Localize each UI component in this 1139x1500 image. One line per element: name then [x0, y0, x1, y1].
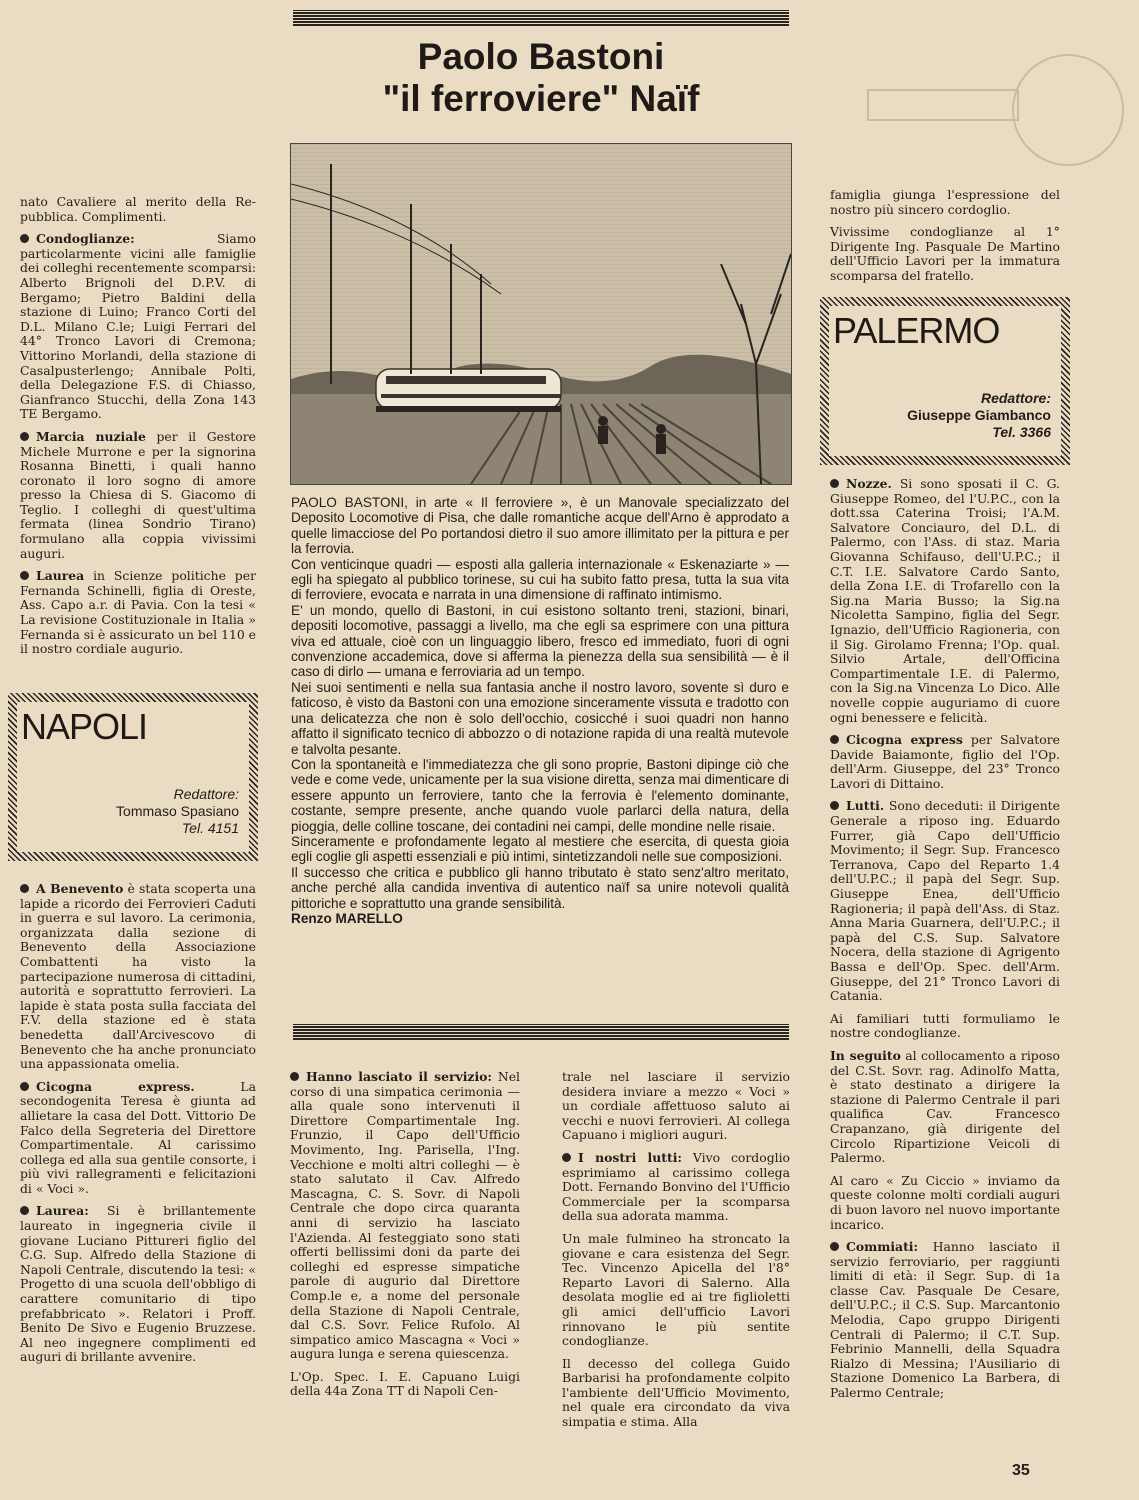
palermo-box	[820, 297, 1070, 465]
paragraph-lead: Laurea:	[36, 1203, 89, 1219]
paragraph-lead: Condoglianze:	[36, 231, 135, 247]
editor-phone: Tel. 4151	[181, 820, 239, 836]
palermo-city-title: PALERMO	[833, 310, 1000, 351]
paragraph-body: Nel corso di una simpatica cerimonia — alla quale sono intervenuti il Direttore Compartimentale Ing. Frunzio, il Capo dell'Ufficio Movimento, Ing. Parisella, l'Ing. Vecchione e molti altri colleghi — è stato salutato il Cav. Alfredo Mascagna, C. S. Sovr. di Napoli Centrale che dopo circa quaranta anni di servizio ha lasciato l'Azienda. Al festeggiato sono stati offerti bellissimi doni da parte dei colleghi ed espresse simpatiche parole di augurio dal Direttore Comp.le e, a nome del personale della Stazione di Napoli Centrale, dal C.S. Sovr. Felice Rufolo. Al simpatico amico Mascagna « Voci » augura lunga e serena quiescenza.	[290, 1069, 520, 1362]
palermo-editor	[907, 390, 1051, 441]
article-paragraph: Nei suoi sentimenti e nella sua fantasia anche il nostro lavoro, sovente sì duro e faticoso, è visto da Bastoni con una emozione sinceramente vissuta e tradotto con una delicatezza che non è solo dell'occhio, cosicché i suoi quadri non hanno affatto il significato tecnico di abbozzo o di notazione rapida di una realtà mutevole e talvolta pesante.	[291, 679, 789, 757]
paragraph: Vivissime condoglianze al 1° Dirigente Ing. Pasquale De Martino dell'Ufficio Lavori per la immatura scomparsa del fratello.	[830, 224, 1060, 283]
paragraph-body: Si è brillantemente laureato in ingegneria civile il giovane Luciano Pittureri figlio del C.G. Sup. Alfredo della Stazione di Napoli Centrale, discutendo la tesi: « Progetto di una scuola dell'obbligo di carattere comunitario di tipo prefabbricato ». Relatori i Proff. Benito De Sivo e Eugenio Bruzzese. Al neo ingegnere complimenti ed auguri di brillante avvenire.	[20, 1203, 256, 1365]
paragraph	[830, 1240, 1060, 1401]
bullet-icon	[290, 1072, 299, 1081]
paragraph	[20, 569, 256, 657]
bullet-icon	[20, 432, 29, 441]
paragraph	[830, 799, 1060, 1003]
bullet-icon	[830, 1242, 839, 1251]
editor-label: Redattore:	[980, 390, 1051, 406]
left-column-lower	[20, 882, 256, 1373]
paragraph-lead: A Benevento	[36, 881, 124, 896]
paragraph: Un male fulmineo ha stroncato la giovane e cara esistenza del Segr. Tec. Vincenzo Apicella del l'8° Reparto Lavori di Salerno. Alla desolata moglie ed ai tre figlioletti gli amici dell'ufficio Lavori rinnovano le più sentite condoglianze.	[562, 1230, 790, 1349]
title-line-2: "il ferroviere" Naïf	[382, 78, 700, 119]
right-column-lower	[830, 477, 1060, 1409]
bullet-icon	[20, 571, 29, 580]
paragraph-lead: Cicogna express.	[36, 1078, 195, 1094]
paragraph	[20, 430, 256, 561]
paragraph-body: Si sono sposati il C. G. Giuseppe Romeo, del l'U.P.C., con la dott.ssa Caterina Troisi; l'A.M. Salvatore Conciauro, del D.L. di Palermo, con l'Ass. di staz. Maria Giovanna Schifauso, dell'U.P.C.; il C.T. I.E. Salvatore Cardo Santo, della Zona I.E. di Trofarello con la Sig.na Maria Busso; la Sig.na Nicoletta Sampino, figlia del Segr. Ignazio, dell'Ufficio Ragioneria, con il Sig. Girolamo Frenna; l'Op. qual. Silvio Artale, dell'Officina Compartimentale I.E. di Palermo, con la Sig.na Vincenza Lo Dico. Alle novelle coppie auguriamo di cuore ogni benessere e felicità.	[830, 476, 1060, 725]
editor-phone: Tel. 3366	[992, 424, 1051, 440]
paragraph	[830, 733, 1060, 791]
paragraph-lead: Hanno lasciato il servizio:	[306, 1069, 492, 1084]
paragraph: L'Op. Spec. I. E. Capuano Luigi della 44a Zona TT di Napoli Cen-	[290, 1368, 520, 1399]
bullet-icon	[20, 234, 29, 243]
painting-illustration	[291, 144, 791, 484]
bullet-icon	[562, 1153, 571, 1162]
paragraph-body: La secondogenita Teresa è giunta ad allietare la casa del Dott. Vittorio De Falco della Segreteria del Direttore Compartimentale. Al carissimo collega ed alla sua gentile consorte, i più vivi rallegramenti e felicitazioni di « Voci ».	[20, 1078, 256, 1196]
paragraph-lead: Lutti.	[846, 798, 885, 814]
bullet-icon	[20, 1082, 29, 1091]
main-article	[291, 495, 789, 926]
editor-name: Tommaso Spasiano	[116, 803, 239, 819]
article-paragraph: PAOLO BASTONI, in arte « Il ferroviere », è un Manovale specializzato del Deposito Locomotive di Pisa, che dalle romantiche acque dell'Arno è approdato a quelle limacciose del Po portandosi dietro il suo amore illimitato per la pittura e per la ferrovia.	[291, 495, 789, 557]
paragraph-body: Sono deceduti: il Dirigente Generale a riposo ing. Eduardo Furrer, già Capo dell'Ufficio Movimento; il Segr. Sup. Francesco Terranova, Capo del Reparto 1.4 dell'U.P.C.; il papà del Segr. Sup. Giuseppe Enea, dell'Ufficio Ragioneria; il papà dell'Ass. di Staz. Anna Maria Guarnera, dell'U.P.C.; il papà del C.S. Sup. Salvatore Nocera, della stazione di Agrigento Bassa e dell'Op. Spec. dell'Arm. Giuseppe, del 21° Tronco Lavori di Catania.	[830, 798, 1060, 1004]
paragraph-lead: In seguito	[830, 1047, 901, 1063]
article-paragraph: Il successo che critica e pubblico gli hanno tributato è stato senz'altro meritato, anche perché alla candida inventiva di autentico naïf sa unire notevoli qualità pittoriche e soprattutto una grande sensibilità.	[291, 864, 789, 911]
paragraph: famiglia giunga l'espressione del nostro più sincero cordoglio.	[830, 187, 1060, 217]
paragraph-lead: Nozze.	[846, 476, 892, 491]
paragraph	[20, 882, 256, 1072]
paragraph: Ai familiari tutti formuliamo le nostre condoglianze.	[830, 1010, 1060, 1041]
center-left-column	[290, 1070, 520, 1407]
paragraph-lead: Cicogna express	[846, 732, 963, 748]
paragraph-body: Hanno lasciato il servizio ferroviario, per raggiunti limiti di età: il Segr. Sup. di 1a classe Cav. Pasquale De Cesare, dell'U.P.C.; il C.S. Sup. Marcantonio Melodia, Capo gruppo Dirigenti Centrali di Palermo; il C.T. Sup. Febrinio Mannelli, della Squadra Rialzo di Messina; l'Ausiliario di Stazione Domenico La Barbera, di Palermo Centrale;	[830, 1239, 1060, 1401]
paragraph: Al caro « Zu Ciccio » inviamo da queste colonne molti cordiali auguri di buon lavoro nel nuovo importante incarico.	[830, 1172, 1060, 1232]
article-paragraph: Sinceramente e profondamente legato al mestiere che esercita, di questa gioia egli coglie gli aspetti essenziali e più intimi, sintetizzandoli nelle sue composizioni.	[291, 833, 789, 865]
paragraph: Il decesso del collega Guido Barbarisi ha profondamente colpito l'ambiente dell'Ufficio Movimento, nel quale era circondato da viva simpatia e stima. Alla	[562, 1355, 790, 1430]
paragraph	[20, 232, 256, 422]
paragraph	[830, 1049, 1060, 1166]
section-rule	[293, 1024, 789, 1040]
header-rule	[293, 10, 789, 26]
paragraph-body: Vivo cordoglio esprimiamo al carissimo collega Dott. Fernando Bonvino del l'Ufficio Commerciale per la scomparsa della sua adorata mamma.	[562, 1149, 791, 1224]
paragraph-body: per il Gestore Michele Murrone e per la signorina Rosanna Binetti, i quali hanno coronato il loro sogno di amore presso la Chiesa di S. Giacomo di Teglio. I colleghi di quest'ultima fermata (linea Sondrio Tirano) formulano alla coppia vivissimi auguri.	[20, 428, 257, 561]
napoli-box	[8, 693, 258, 861]
paragraph-lead: Marcia nuziale	[36, 428, 146, 444]
paragraph-body: è stata scoperta una lapide a ricordo dei Ferrovieri Caduti in guerra e sul lavoro. La cerimonia, organizzata dalla sezione di Benevento della Associazione Combattenti ha visto la partecipazione numerosa di cittadini, autorità e soprattutto ferrovieri. La lapide è stata posta sulla facciata del F.V. della stazione ed è stata benedetta dall'Arcivescovo di Benevento che ha anche pronunciato una appassionata omelia.	[20, 881, 256, 1072]
paragraph-body: per Salvatore Davide Baiamonte, figlio del l'Op. dell'Arm. Giuseppe, del 23° Tronco Lavori di Dittaino.	[830, 732, 1060, 791]
paragraph	[290, 1070, 520, 1362]
napoli-city-title: NAPOLI	[21, 706, 148, 747]
paragraph: trale nel lasciare il servizio desidera inviare a mezzo « Voci » un cordiale affettuoso saluto ai vecchi e nuovi ferrovieri. Al collega Capuano i migliori auguri.	[562, 1069, 790, 1143]
bullet-icon	[830, 479, 839, 488]
page-number: 35	[1012, 1462, 1030, 1479]
paragraph	[20, 1204, 256, 1365]
title-line-1: Paolo Bastoni	[417, 36, 665, 77]
paragraph: nato Cavaliere al merito della Re-pubblica. Complimenti.	[20, 194, 256, 224]
bullet-icon	[830, 801, 839, 810]
article-paragraph: Con venticinque quadri — esposti alla galleria internazionale « Eskenaziarte » — egli ha spiegato al pubblico torinese, su cui ha subito fatto presa, tutta la sua vita di ferroviere, evocata e narrata in una dimensione di raffinato intimismo.	[291, 556, 789, 603]
paragraph-body: Siamo particolarmente vicini alle famiglie dei colleghi recentemente scomparsi: Alberto Brignoli del D.P.V. di Bergamo; Pietro Baldini della stazione di Luino; Franco Corti del D.L. Milano C.le; Luigi Ferrari del 44° Tronco Lavori di Cremona; Vittorino Morlandi, della stazione di Casalpusterlengo; Annibale Polti, della Delegazione F.S. di Chiasso, Gianfranco Stucchi, della Zona 143 TE Bergamo.	[20, 231, 257, 422]
editor-label: Redattore:	[173, 786, 239, 802]
bullet-icon	[20, 884, 29, 893]
paragraph-body: in Scienze politiche per Fernanda Schinelli, figlia di Oreste, Ass. Capo a.r. di Pavia. Con la tesi « La revisione Costituzionale in Italia » Fernanda si è assicurato un bel 110 e il nostro cordiale augurio.	[20, 568, 256, 657]
bleed-through-decoration	[808, 50, 1138, 170]
paragraph-body: al collocamento a riposo del C.St. Sovr. rag. Adinolfo Matta, è stato destinato a dirigere la stazione di Palermo Centrale il pari qualifica Cav. Francesco Crapanzano, già dirigente del Circolo Ripartizione Veicoli di Palermo.	[830, 1047, 1060, 1166]
napoli-editor	[116, 786, 239, 837]
bullet-icon	[830, 735, 839, 744]
left-column	[20, 195, 256, 665]
center-right-column	[562, 1070, 790, 1438]
paragraph-lead: Commiati:	[846, 1239, 919, 1255]
bullet-icon	[20, 1206, 29, 1215]
article-byline: Renzo MARELLO	[291, 910, 403, 926]
paragraph-lead: I nostri lutti:	[578, 1149, 683, 1165]
painting-photo	[290, 143, 792, 485]
article-paragraph: E' un mondo, quello di Bastoni, in cui esistono soltanto treni, stazioni, binari, depositi locomotive, passaggi a livello, ma che egli sa esprimere con una pittura viva ed attuale, cioè con un linguaggio libero, fresco ed immediato, fuori di ogni convenzione accademica, dove si afferma la pienezza della sua sensibilità — è il caso di dirlo — umana e ferroviaria ad un tempo.	[291, 602, 789, 680]
paragraph	[562, 1151, 790, 1224]
paragraph	[830, 477, 1060, 725]
paragraph	[20, 1080, 256, 1197]
article-paragraph: Con la spontaneità e l'immediatezza che gli sono proprie, Bastoni dipinge ciò che vede e come vede, unicamente per la sua visione diretta, senza mai dimenticare di essere appunto un ferroviere, tanto che la ferrovia è l'elemento dominante, costante, sempre presente, anche quando vuole parlarci della natura, della pioggia, delle colline toscane, dei contadini nei campi, delle mondine nelle risaie.	[291, 756, 789, 834]
editor-name: Giuseppe Giambanco	[907, 407, 1051, 423]
paragraph-lead: Laurea	[36, 568, 85, 584]
article-title	[293, 36, 789, 120]
right-column	[830, 188, 1060, 292]
